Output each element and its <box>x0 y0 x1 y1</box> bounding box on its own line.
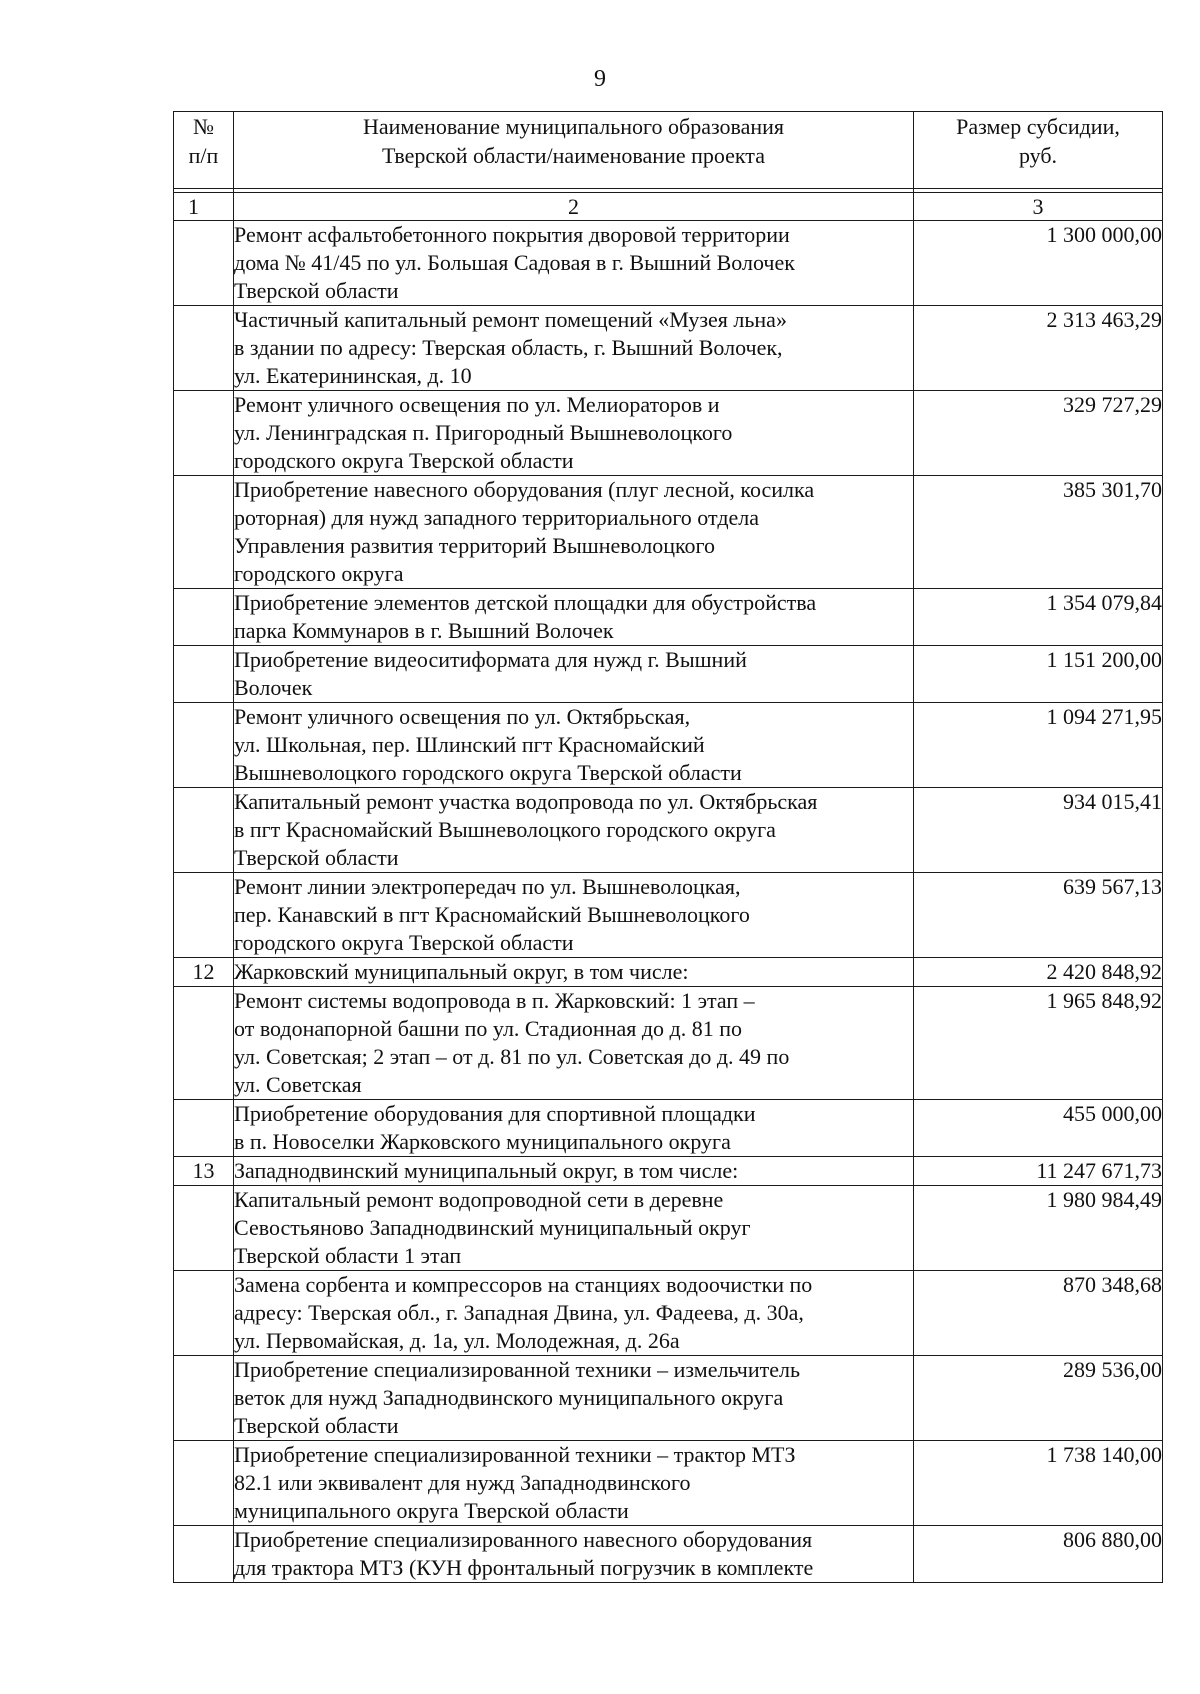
row-number <box>174 1356 234 1441</box>
table-row <box>174 1100 1163 1157</box>
project-name-line: городского округа Тверской области <box>234 448 574 473</box>
row-project-name <box>234 1186 914 1271</box>
project-name-line: Капитальный ремонт водопроводной сети в деревне <box>234 1187 724 1212</box>
row-project-name <box>234 646 914 703</box>
project-name-line: городского округа Тверской области <box>234 930 574 955</box>
row-number <box>174 873 234 958</box>
project-name-line: ул. Советская; 2 этап – от д. 81 по ул. Советская до д. 49 по <box>234 1044 790 1069</box>
project-name-line: Приобретение оборудования для спортивной площадки <box>234 1101 756 1126</box>
header-amount <box>914 112 1163 189</box>
project-name-line: от водонапорной башни по ул. Стадионная до д. 81 по <box>234 1016 743 1041</box>
row-project-name <box>234 873 914 958</box>
header-amount-line2: руб. <box>1018 143 1058 168</box>
table-row <box>174 1186 1163 1271</box>
row-number <box>174 1526 234 1583</box>
row-number: 12 <box>174 958 234 987</box>
project-name-line: Западнодвинский муниципальный округ, в том числе: <box>234 1158 739 1183</box>
row-number <box>174 703 234 788</box>
row-project-name <box>234 703 914 788</box>
row-number: 13 <box>174 1157 234 1186</box>
row-subsidy-amount: 1 354 079,84 <box>914 589 1163 646</box>
table-row <box>174 646 1163 703</box>
row-project-name <box>234 1157 914 1186</box>
row-subsidy-amount: 2 313 463,29 <box>914 306 1163 391</box>
row-project-name <box>234 476 914 589</box>
table-row <box>174 1526 1163 1583</box>
project-name-line: Ремонт уличного освещения по ул. Мелиораторов и <box>234 392 720 417</box>
table-row <box>174 703 1163 788</box>
project-name-line: Приобретение специализированной техники – трактор МТЗ <box>234 1442 796 1467</box>
row-subsidy-amount: 455 000,00 <box>914 1100 1163 1157</box>
row-project-name <box>234 958 914 987</box>
table-row <box>174 1157 1163 1186</box>
column-index-name: 2 <box>234 193 914 221</box>
table-row <box>174 1271 1163 1356</box>
project-name-line: адресу: Тверская обл., г. Западная Двина, ул. Фадеева, д. 30а, <box>234 1300 804 1325</box>
project-name-line: Ремонт системы водопровода в п. Жарковский: 1 этап – <box>234 988 755 1013</box>
table-header-row <box>174 112 1163 189</box>
project-name-line: в здании по адресу: Тверская область, г. Вышний Волочек, <box>234 335 783 360</box>
table-row <box>174 788 1163 873</box>
project-name-line: Приобретение элементов детской площадки для обустройства <box>234 590 817 615</box>
row-project-name <box>234 221 914 306</box>
project-name-line: Жарковский муниципальный округ, в том числе: <box>234 959 689 984</box>
column-index-amount: 3 <box>914 193 1163 221</box>
row-subsidy-amount: 806 880,00 <box>914 1526 1163 1583</box>
project-name-line: Ремонт линии электропередач по ул. Вышневолоцкая, <box>234 874 741 899</box>
row-project-name <box>234 1100 914 1157</box>
row-number <box>174 1186 234 1271</box>
row-project-name <box>234 1271 914 1356</box>
project-name-line: Приобретение навесного оборудования (плуг лесной, косилка <box>234 477 815 502</box>
row-number <box>174 1100 234 1157</box>
page-number: 9 <box>594 66 606 92</box>
row-project-name <box>234 788 914 873</box>
project-name-line: Приобретение видеоситиформата для нужд г. Вышний <box>234 647 747 672</box>
project-name-line: Ремонт уличного освещения по ул. Октябрьская, <box>234 704 691 729</box>
row-number <box>174 788 234 873</box>
table-row <box>174 391 1163 476</box>
row-number <box>174 391 234 476</box>
row-subsidy-amount: 11 247 671,73 <box>914 1157 1163 1186</box>
project-name-line: Приобретение специализированного навесного оборудования <box>234 1527 813 1552</box>
table-row <box>174 589 1163 646</box>
row-subsidy-amount: 1 094 271,95 <box>914 703 1163 788</box>
project-name-line: ул. Школьная, пер. Шлинский пгт Красномайский <box>234 732 705 757</box>
project-name-line: Ремонт асфальтобетонного покрытия дворовой территории <box>234 222 790 247</box>
project-name-line: ул. Екатерининская, д. 10 <box>234 363 472 388</box>
project-name-line: пер. Канавский в пгт Красномайский Вышневолоцкого <box>234 902 750 927</box>
row-project-name <box>234 1441 914 1526</box>
row-subsidy-amount: 2 420 848,92 <box>914 958 1163 987</box>
table-row <box>174 958 1163 987</box>
row-project-name <box>234 1356 914 1441</box>
header-number <box>174 112 234 189</box>
row-number <box>174 646 234 703</box>
row-project-name <box>234 306 914 391</box>
project-name-line: муниципального округа Тверской области <box>234 1498 629 1523</box>
subsidy-table <box>173 111 1163 1583</box>
project-name-line: ул. Ленинградская п. Пригородный Вышневолоцкого <box>234 420 733 445</box>
project-name-line: Тверской области <box>234 278 399 303</box>
row-subsidy-amount: 329 727,29 <box>914 391 1163 476</box>
row-number <box>174 476 234 589</box>
project-name-line: Вышневолоцкого городского округа Тверской области <box>234 760 742 785</box>
row-number <box>174 221 234 306</box>
row-subsidy-amount: 1 300 000,00 <box>914 221 1163 306</box>
row-project-name <box>234 391 914 476</box>
table-row <box>174 987 1163 1100</box>
column-index-row <box>174 193 1163 221</box>
row-subsidy-amount: 639 567,13 <box>914 873 1163 958</box>
header-number-line2: п/п <box>188 143 219 168</box>
header-name-line1: Наименование муниципального образования <box>362 114 785 139</box>
row-number <box>174 306 234 391</box>
project-name-line: городского округа <box>234 561 404 586</box>
project-name-line: Капитальный ремонт участка водопровода по ул. Октябрьская <box>234 789 818 814</box>
row-number <box>174 589 234 646</box>
project-name-line: Тверской области <box>234 1413 399 1438</box>
project-name-line: для трактора МТЗ (КУН фронтальный погрузчик в комплекте <box>234 1555 814 1580</box>
project-name-line: Тверской области 1 этап <box>234 1243 462 1268</box>
table-row <box>174 306 1163 391</box>
project-name-line: ул. Советская <box>234 1072 362 1097</box>
project-name-line: Тверской области <box>234 845 399 870</box>
row-subsidy-amount: 1 965 848,92 <box>914 987 1163 1100</box>
project-name-line: в п. Новоселки Жарковского муниципального округа <box>234 1129 731 1154</box>
row-subsidy-amount: 870 348,68 <box>914 1271 1163 1356</box>
project-name-line: Управления развития территорий Вышневолоцкого <box>234 533 716 558</box>
table-row <box>174 873 1163 958</box>
table-row <box>174 221 1163 306</box>
row-subsidy-amount: 1 980 984,49 <box>914 1186 1163 1271</box>
row-subsidy-amount: 934 015,41 <box>914 788 1163 873</box>
row-subsidy-amount: 1 151 200,00 <box>914 646 1163 703</box>
row-number <box>174 1441 234 1526</box>
header-number-line1: № <box>193 114 214 139</box>
column-index-num: 1 <box>174 193 234 221</box>
header-name <box>234 112 914 189</box>
project-name-line: Волочек <box>234 675 313 700</box>
project-name-line: Севостьяново Западнодвинский муниципальный округ <box>234 1215 751 1240</box>
project-name-line: ул. Первомайская, д. 1а, ул. Молодежная, д. 26а <box>234 1328 680 1353</box>
row-subsidy-amount: 1 738 140,00 <box>914 1441 1163 1526</box>
table-body <box>174 221 1163 1583</box>
header-name-line2: Тверской области/наименование проекта <box>382 143 765 168</box>
project-name-line: 82.1 или эквивалент для нужд Западнодвинского <box>234 1470 691 1495</box>
project-name-line: дома № 41/45 по ул. Большая Садовая в г. Вышний Волочек <box>234 250 795 275</box>
row-number <box>174 1271 234 1356</box>
project-name-line: веток для нужд Западнодвинского муниципального округа <box>234 1385 784 1410</box>
project-name-line: роторная) для нужд западного территориального отдела <box>234 505 760 530</box>
project-name-line: Замена сорбента и компрессоров на станциях водоочистки по <box>234 1272 813 1297</box>
table-row <box>174 476 1163 589</box>
project-name-line: Приобретение специализированной техники – измельчитель <box>234 1357 801 1382</box>
project-name-line: Частичный капитальный ремонт помещений «Музея льна» <box>234 307 787 332</box>
row-project-name <box>234 987 914 1100</box>
row-subsidy-amount: 289 536,00 <box>914 1356 1163 1441</box>
table-row <box>174 1356 1163 1441</box>
row-subsidy-amount: 385 301,70 <box>914 476 1163 589</box>
header-amount-line1: Размер субсидии, <box>956 114 1120 139</box>
project-name-line: в пгт Красномайский Вышневолоцкого городского округа <box>234 817 776 842</box>
row-project-name <box>234 589 914 646</box>
row-number <box>174 987 234 1100</box>
row-project-name <box>234 1526 914 1583</box>
project-name-line: парка Коммунаров в г. Вышний Волочек <box>234 618 614 643</box>
table-row <box>174 1441 1163 1526</box>
